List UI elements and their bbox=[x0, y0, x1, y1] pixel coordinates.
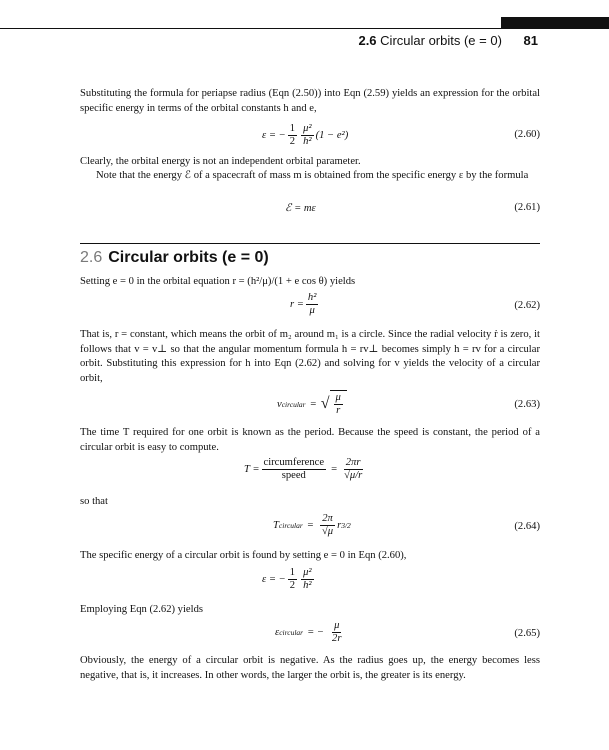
running-head-title: Circular orbits (e = 0) bbox=[380, 33, 502, 48]
eq260-number: (2.60) bbox=[514, 129, 540, 140]
eq264-lhs-sub: circular bbox=[278, 521, 303, 530]
eq261-body: ℰ = mε bbox=[285, 203, 316, 214]
section-rule bbox=[80, 243, 540, 244]
eq264-num: 2π bbox=[322, 513, 333, 524]
eq262-lhs: r = bbox=[290, 299, 304, 310]
eq265-equals: = − bbox=[307, 627, 325, 638]
equation-2-60 bbox=[80, 123, 540, 153]
header-bar bbox=[501, 17, 609, 28]
eq264-lhs: T bbox=[273, 520, 279, 531]
paragraph-employing: Employing Eqn (2.62) yields bbox=[80, 604, 203, 615]
period-frac2 bbox=[342, 457, 364, 482]
eq264-equals: = bbox=[306, 520, 314, 531]
energy-frac1-den: 2 bbox=[289, 580, 296, 591]
eq263-rad-num: μ bbox=[335, 392, 341, 403]
paragraph-obviously: Obviously, the energy of a circular orbit is negative. As the radius goes up, the energy becomes less negative, that is, it increases. In other words, the larger the orbit is, the greater is its energy. bbox=[80, 655, 540, 681]
running-head bbox=[358, 33, 538, 48]
eq262-den: μ bbox=[309, 305, 315, 316]
eq263-rad-den: r bbox=[336, 405, 341, 416]
eq265-lhs: ε bbox=[275, 627, 280, 638]
paragraph-so-that: so that bbox=[80, 496, 108, 507]
sqrt-sign-icon: √ bbox=[320, 395, 330, 412]
eq263-equals: = bbox=[309, 398, 317, 410]
eq260-frac1-den: 2 bbox=[289, 136, 296, 147]
eq262-frac bbox=[306, 292, 318, 317]
eq260-frac2-den: h² bbox=[303, 136, 312, 147]
eq264-tail: r bbox=[337, 520, 342, 531]
eq260-frac1-num: 1 bbox=[289, 123, 296, 134]
equation-2-61 bbox=[80, 202, 540, 218]
paragraph-constant-r: That is, r = constant, which means the orbit of m₂ around m₁ is a circle. Since the radial velocity ṙ is zero, it follows that v = v⊥ so that the angular momentum formula h = rv⊥ becomes simply h = rv for a circular orbit. Substituting this expression for h into Eqn (2.62) and solving for v yields the velocity of a circular orbit, bbox=[80, 329, 540, 384]
equation-energy-unnumbered bbox=[80, 567, 540, 597]
header-rule bbox=[0, 28, 609, 29]
paragraph-note-energy: Note that the energy ℰ of a spacecraft of mass m is obtained from the specific energy ε by the formula bbox=[96, 170, 529, 181]
period-frac2-num: 2πr bbox=[345, 457, 361, 468]
section-heading-number: 2.6 bbox=[80, 249, 103, 266]
eq264-den: √μ bbox=[321, 526, 334, 537]
equation-2-63 bbox=[80, 390, 540, 422]
period-frac1 bbox=[262, 457, 327, 482]
eq263-frac bbox=[334, 392, 343, 417]
period-frac1-num: circumference bbox=[263, 457, 325, 468]
eq264-number: (2.64) bbox=[514, 521, 540, 532]
equation-2-62 bbox=[80, 292, 540, 322]
eq261-number: (2.61) bbox=[514, 202, 540, 213]
eq263-lhs: v bbox=[277, 398, 282, 410]
running-head-section: 2.6 bbox=[358, 33, 377, 48]
energy-lhs: ε = − bbox=[262, 574, 286, 585]
paragraph-specific-energy: The specific energy of a circular orbit is found by setting e = 0 in Eqn (2.60), bbox=[80, 550, 407, 561]
eq263-sqrt bbox=[321, 390, 347, 418]
eq265-lhs-sub: circular bbox=[279, 628, 304, 637]
energy-frac1 bbox=[288, 567, 297, 592]
equation-period bbox=[80, 457, 540, 491]
period-frac1-den: speed bbox=[281, 470, 306, 481]
eq265-frac bbox=[330, 620, 343, 645]
eq265-number: (2.65) bbox=[514, 628, 540, 639]
energy-frac1-num: 1 bbox=[289, 567, 296, 578]
eq265-den: 2r bbox=[332, 633, 342, 644]
paragraph-period: The time T required for one orbit is known as the period. Because the speed is constant, the period of a circular orbit is easy to compute. bbox=[80, 427, 540, 453]
paragraph-periapse: Substituting the formula for periapse radius (Eqn (2.50)) into Eqn (2.59) yields an expression for the orbital specific energy in terms of the orbital constants h and e, bbox=[80, 88, 540, 114]
eq262-num: h² bbox=[307, 292, 317, 303]
eq260-lhs: ε = − bbox=[262, 130, 286, 141]
eq260-frac2-num: μ² bbox=[303, 123, 312, 134]
eq263-lhs-sub: circular bbox=[281, 399, 306, 409]
energy-frac2 bbox=[301, 567, 314, 592]
eq264-frac bbox=[320, 513, 335, 538]
eq260-frac2 bbox=[301, 123, 314, 148]
period-equals: = bbox=[331, 464, 338, 475]
energy-frac2-num: μ² bbox=[303, 567, 312, 578]
eq265-num: μ bbox=[334, 620, 340, 631]
eq264-tail-sup: 3/2 bbox=[341, 521, 351, 530]
eq260-tail: (1 − e²) bbox=[315, 130, 349, 141]
period-frac2-den: √μ/r bbox=[344, 470, 363, 481]
paragraph-setting-e: Setting e = 0 in the orbital equation r = (h²/μ)/(1 + e cos θ) yields bbox=[80, 276, 356, 287]
paragraph-clearly: Clearly, the orbital energy is not an independent orbital parameter. bbox=[80, 156, 361, 167]
section-heading bbox=[80, 249, 269, 267]
page-number: 81 bbox=[523, 33, 538, 48]
eq260-frac1 bbox=[288, 123, 297, 148]
period-lhs: T = bbox=[244, 464, 260, 475]
eq262-number: (2.62) bbox=[514, 300, 540, 311]
energy-frac2-den: h² bbox=[303, 580, 312, 591]
eq263-number: (2.63) bbox=[514, 399, 540, 410]
section-heading-title: Circular orbits (e = 0) bbox=[108, 249, 269, 266]
equation-2-64 bbox=[80, 513, 540, 543]
equation-2-65 bbox=[80, 620, 540, 650]
